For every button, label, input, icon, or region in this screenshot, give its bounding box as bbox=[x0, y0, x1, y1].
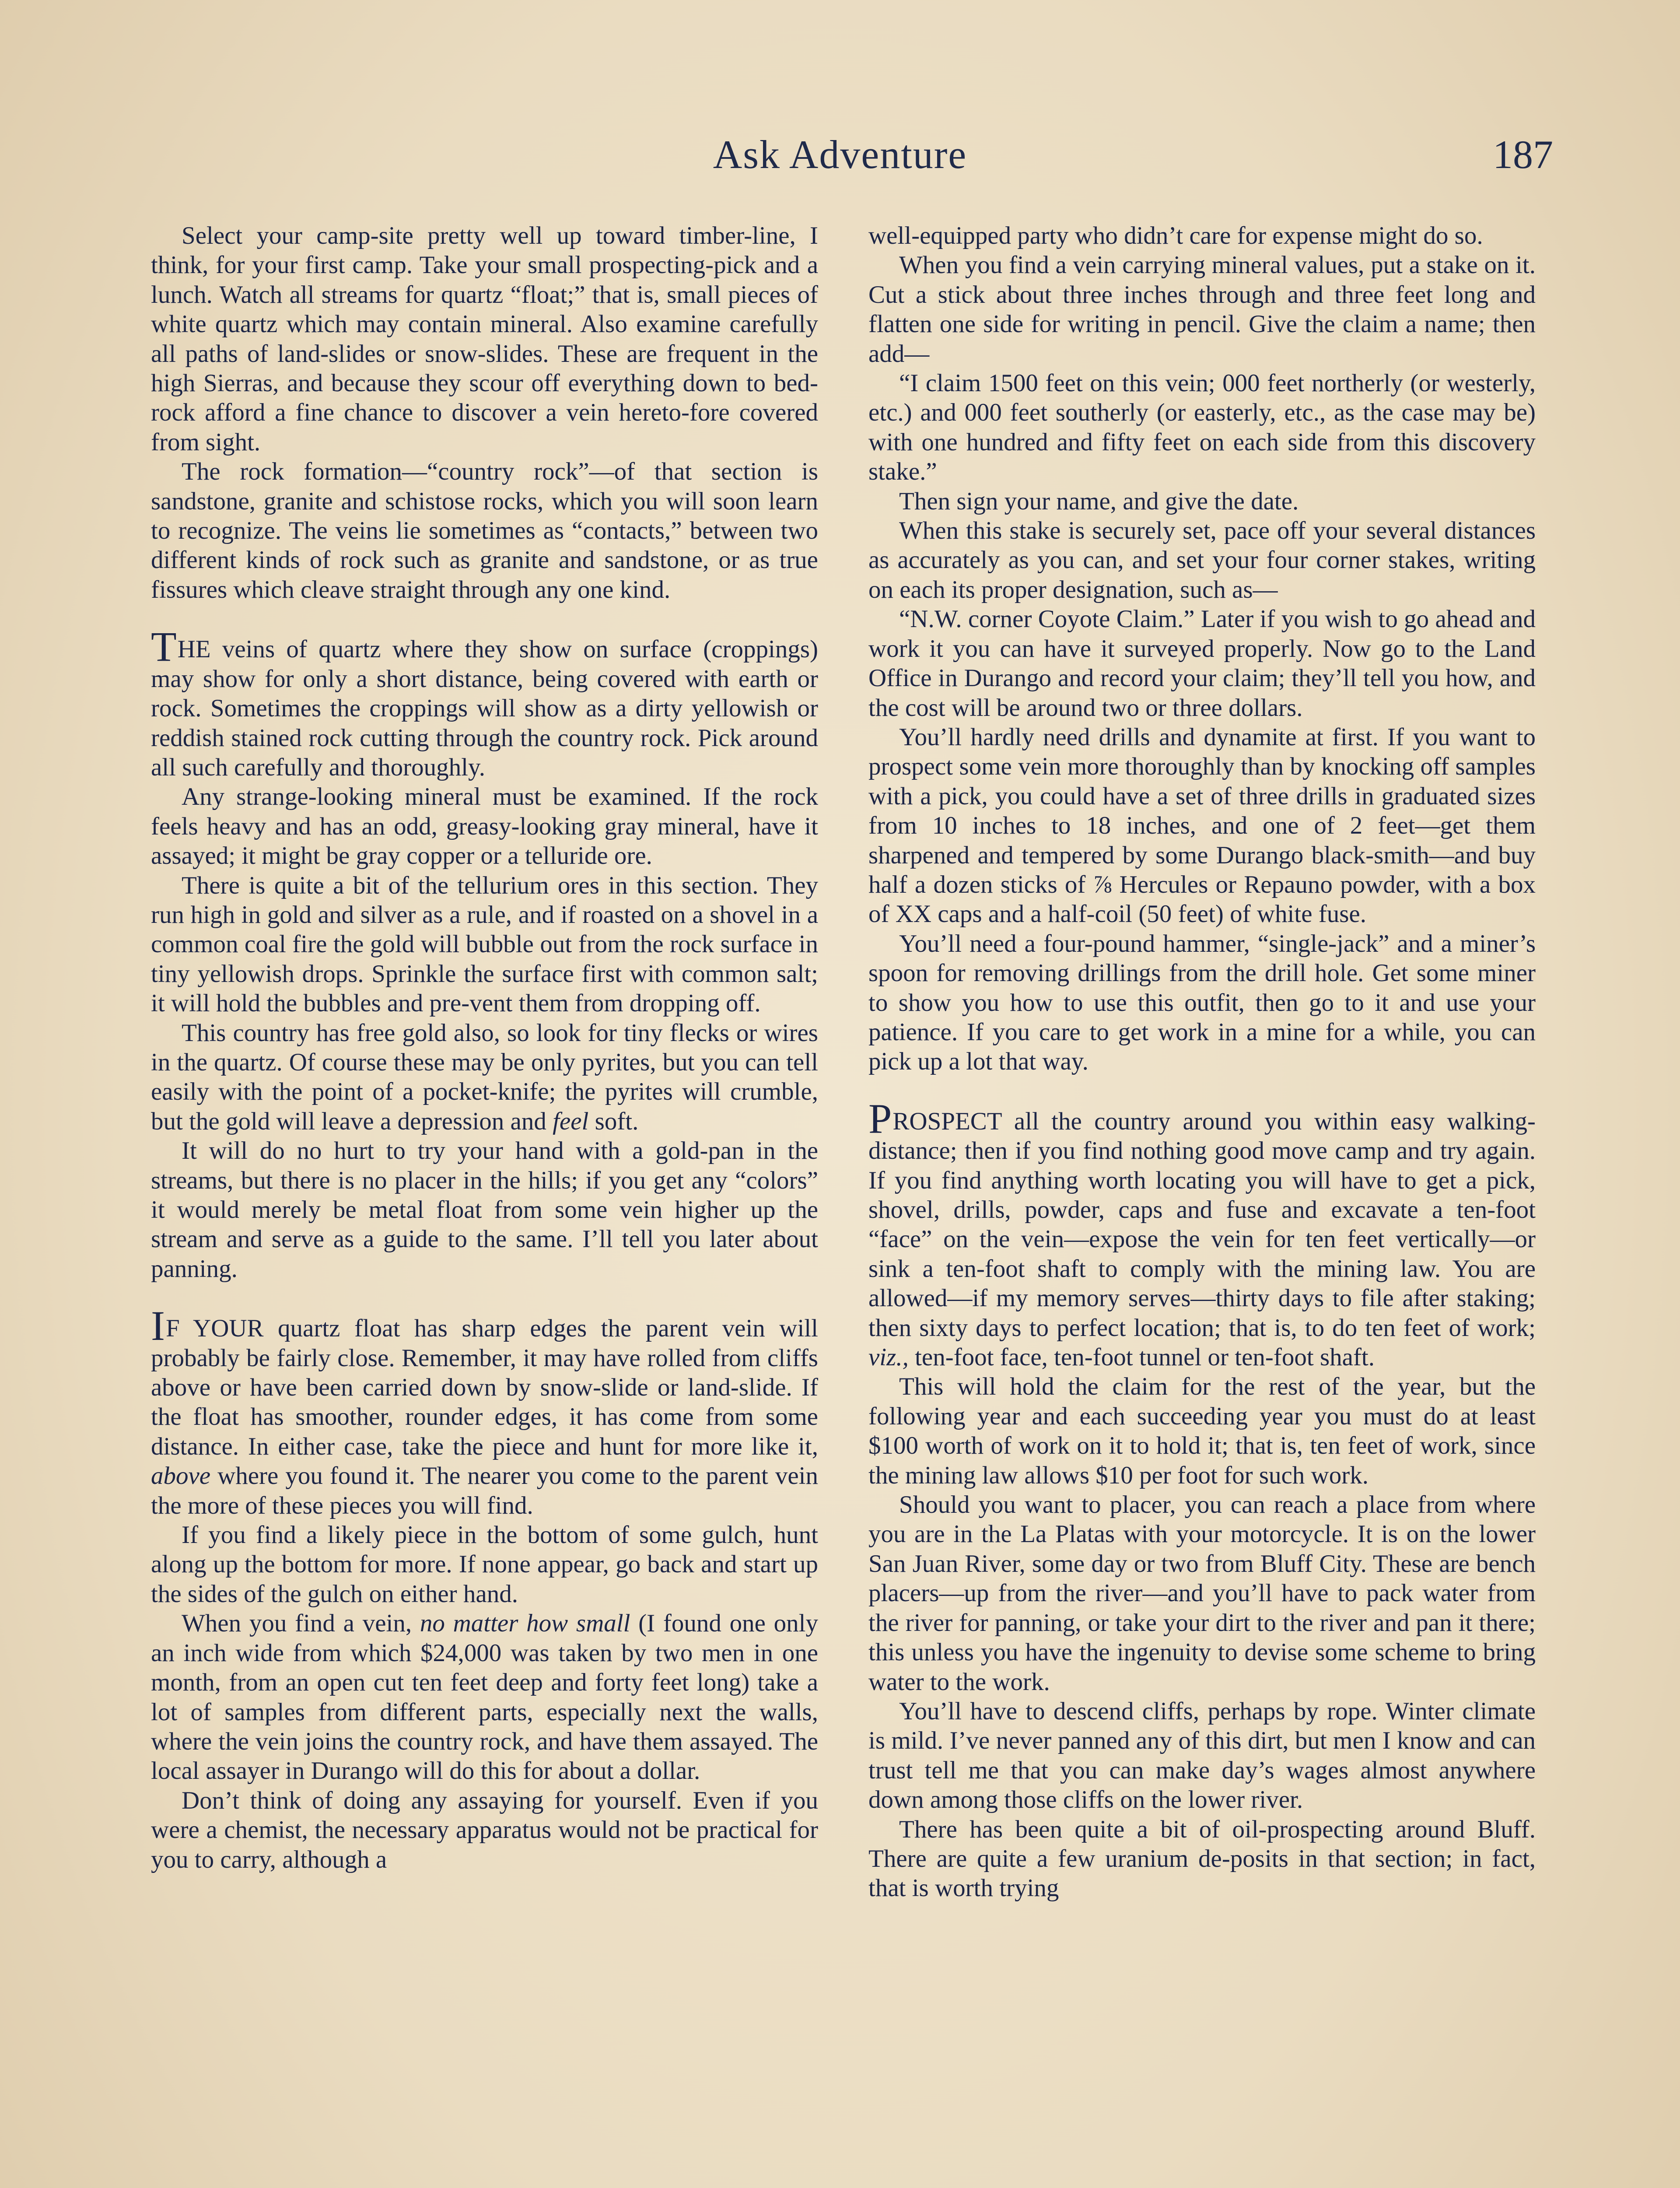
drop-cap: I bbox=[151, 1302, 165, 1350]
running-header-title: Ask Adventure bbox=[713, 132, 967, 177]
paragraph-continuation: well-equipped party who didn’t care for expense might do so. bbox=[868, 222, 1483, 249]
paragraph-text: (I found one only an inch wide from which $24,000 was taken by two men in one month, from an open cut ten feet deep and forty feet long) take a lot of samples from different parts, especially next the walls, where the vein joins the country rock, and have them assayed. The local assayer in Durango will do this for about a dollar. bbox=[151, 1609, 818, 1785]
paragraph: If you find a likely piece in the bottom of some gulch, hunt along up the bottom for more. If none appear, go back and start up the sides of the gulch on either hand. bbox=[151, 1521, 818, 1608]
paragraph: Select your camp-site pretty well up toward timber-line, I think, for your first camp. Take your small prospecting-pick and a lunch. Watch all streams for quartz “float;” that is, small pieces of white quartz which may contain mineral. Also examine carefully all paths of land-slides or snow-slides. These are frequent in the high Sierras, and because they scour off everything down to bed-rock afford a fine chance to discover a vein hereto-fore covered from sight. bbox=[151, 222, 818, 456]
paragraph-text: all the country around you within easy walking-distance; then if you find nothing good move camp and try again. If you find anything worth locating you will have to get a pick, shovel, drills, powder, caps and fuse and excavate a ten-foot “face” on the vein—expose the vein for ten feet vertically—or sink a ten-foot shaft to comply with the mining law. You are allowed—if my memory serves—thirty days to file after staking; then sixty days to perfect location; that is, to do ten feet of work; bbox=[868, 1107, 1536, 1342]
emphasis: no matter how small bbox=[420, 1609, 630, 1637]
section-paragraph bbox=[151, 623, 818, 782]
paragraph: You’ll need a four-pound hammer, “single-jack” and a miner’s spoon for removing drillings from the drill hole. Get some miner to show you how to use this outfit, then go to it and use your patience. If you care to get work in a mine for a while, you can pick up a lot that way. bbox=[868, 929, 1536, 1076]
paragraph: The rock formation—“country rock”—of that section is sandstone, granite and schistose rocks, which you will soon learn to recognize. The veins lie sometimes as “contacts,” between two different kinds of rock such as granite and sandstone, or as true fissures which cleave straight through any one kind. bbox=[151, 458, 818, 603]
paragraph: You’ll hardly need drills and dynamite at first. If you want to prospect some vein more thoroughly than by knocking off samples with a pick, you could have a set of three drills in graduated sizes from 10 inches to 18 inches, and one of 2 feet—get them sharpened and tempered by some Durango black-smith—and buy half a dozen sticks of ⅞ Hercules or Repauno powder, with a box of XX caps and a half-coil (50 feet) of white fuse. bbox=[868, 723, 1536, 928]
paragraph: When you find a vein carrying mineral values, put a stake on it. Cut a stick about three inches through and three feet long and flatten one side for writing in pencil. Give the claim a name; then add— bbox=[868, 251, 1536, 368]
paragraph: “N.W. corner Coyote Claim.” Later if you wish to go ahead and work it you can have it surveyed properly. Now go to the Land Office in Durango and record your claim; they’ll tell you how, and the cost will be around two or three dollars. bbox=[868, 605, 1536, 722]
paragraph bbox=[151, 1609, 818, 1785]
paragraph-text: veins of quartz where they show on surface (croppings) may show for only a short distance, being covered with earth or rock. Sometimes the croppings will show as a dirty yellowish or reddish stained rock cutting through the country rock. Pick around all such carefully and thoroughly. bbox=[151, 635, 818, 781]
paragraph: Then sign your name, and give the date. bbox=[899, 487, 1299, 515]
section-paragraph bbox=[151, 1302, 818, 1520]
drop-cap: P bbox=[868, 1095, 892, 1142]
paragraph: When this stake is securely set, pace off your several distances as accurately as you can, and set your four corner stakes, writing on each its proper designation, such as— bbox=[868, 517, 1536, 603]
paragraph-text: where you found it. The nearer you come to the parent vein the more of these pieces you will find. bbox=[151, 1462, 818, 1519]
small-caps-lead: F YOUR bbox=[165, 1315, 264, 1343]
paragraph: Any strange-looking mineral must be examined. If the rock feels heavy and has an odd, greasy-looking gray mineral, have it assayed; it might be gray copper or a telluride ore. bbox=[151, 783, 818, 870]
emphasis: above bbox=[151, 1462, 211, 1490]
paragraph bbox=[151, 1018, 818, 1136]
right-column bbox=[868, 221, 1536, 1903]
small-caps-lead: HE bbox=[177, 635, 211, 663]
emphasis: feel bbox=[553, 1107, 589, 1135]
paragraph-text: This country has free gold also, so look for tiny flecks or wires in the quartz. Of course these may be only pyrites, but you can tell easily with the point of a pocket-knife; the pyrites will crumble, but the gold will leave a depression and bbox=[151, 1019, 818, 1135]
small-caps-lead: ROSPECT bbox=[892, 1107, 1002, 1135]
paragraph: Don’t think of doing any assaying for yourself. Even if you were a chemist, the necessary apparatus would not be practical for you to carry, although a bbox=[151, 1786, 818, 1873]
section-paragraph bbox=[868, 1095, 1536, 1372]
paragraph: There is quite a bit of the tellurium ores in this section. They run high in gold and silver as a rule, and if roasted on a shovel in a common coal fire the gold will bubble out from the rock surface in tiny yellowish drops. Sprinkle the surface first with common salt; it will hold the bubbles and pre-vent them from dropping off. bbox=[151, 871, 818, 1017]
paragraph: Should you want to placer, you can reach a place from where you are in the La Platas with your motorcycle. It is on the lower San Juan River, some day or two from Bluff City. These are bench placers—up from the river—and you’ll have to pack water from the river for panning, or take your dirt to the river and pan it there; this unless you have the ingenuity to devise some scheme to bring water to the work. bbox=[868, 1491, 1536, 1696]
drop-cap: T bbox=[151, 623, 177, 670]
paragraph: It will do no hurt to try your hand with a gold-pan in the streams, but there is no placer in the hills; if you get any “colors” it would merely be metal float from some vein higher up the stream and serve as a guide to the same. I’ll tell you later about panning. bbox=[151, 1137, 818, 1283]
paragraph: There has been quite a bit of oil-prospecting around Bluff. There are quite a few uranium de-posits in that section; in fact, that is worth trying bbox=[868, 1815, 1536, 1902]
paragraph-text: soft. bbox=[588, 1107, 639, 1135]
paragraph-text: ten-foot face, ten-foot tunnel or ten-foot shaft. bbox=[908, 1343, 1375, 1371]
paragraph: “I claim 1500 feet on this vein; 000 feet northerly (or westerly, etc.) and 000 feet southerly (or easterly, etc., as the case may be) with one hundred and fifty feet on each side from this discovery stake.” bbox=[868, 369, 1536, 486]
emphasis: viz., bbox=[868, 1343, 909, 1371]
paragraph-text: When you find a vein, bbox=[182, 1609, 420, 1637]
paragraph: This will hold the claim for the rest of the year, but the following year and each succeeding year you must do at least $100 worth of work on it to hold it; that is, ten feet of work, since the mining law allows $10 per foot for such work. bbox=[868, 1373, 1536, 1489]
page-number: 187 bbox=[1493, 132, 1553, 177]
paragraph-text: quartz float has sharp edges the parent vein will probably be fairly close. Remember, it may have rolled from cliffs above or have been carried down by snow-slide or land-slide. If the float has smoother, rounder edges, it has come from some distance. In either case, take the piece and hunt for more like it, bbox=[151, 1315, 818, 1460]
left-column bbox=[151, 221, 818, 1874]
paragraph: You’ll have to descend cliffs, perhaps by rope. Winter climate is mild. I’ve never panned any of this dirt, but men I know and can trust tell me that you can make day’s wages almost anywhere down among those cliffs on the lower river. bbox=[868, 1697, 1536, 1814]
